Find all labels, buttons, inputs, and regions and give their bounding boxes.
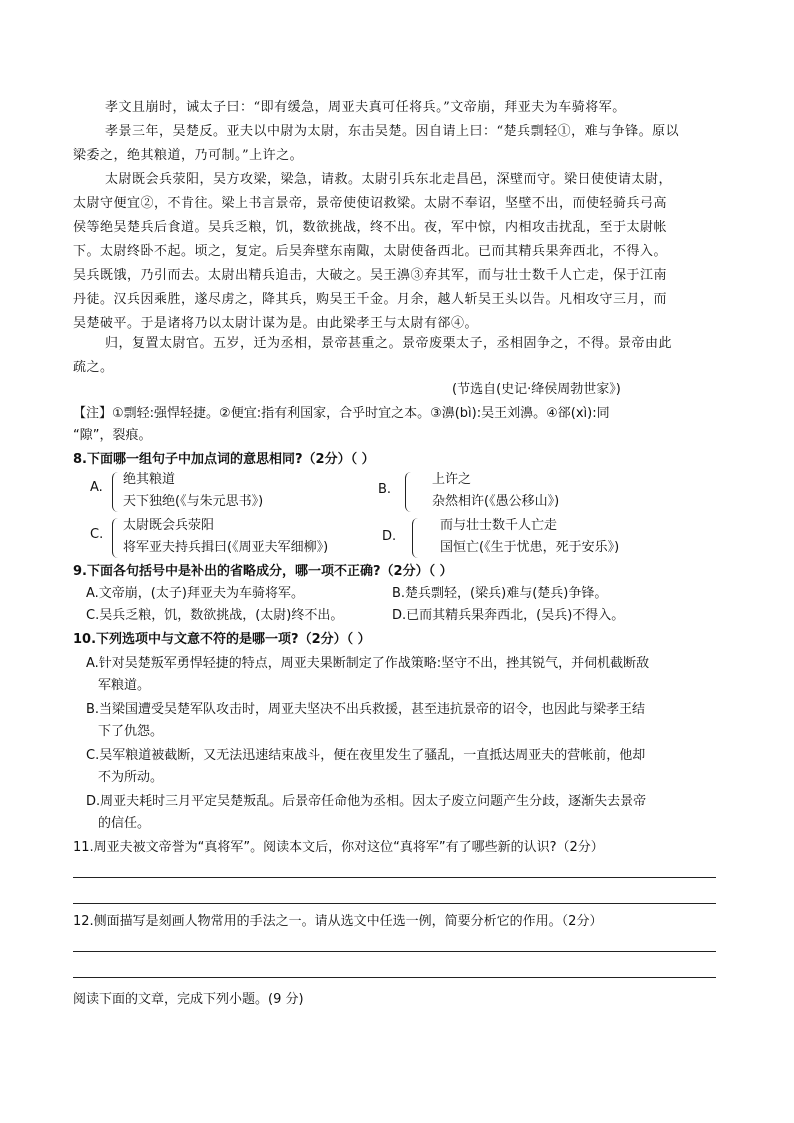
q12-stem: 12.侧面描写是刻画人物常用的手法之一。请从选文中任选一例，简要分析它的作用。（2分） <box>73 914 603 929</box>
q10-option-d-line-2: 的信任。 <box>98 816 151 831</box>
q8-option-d-sentence-2: 国恒亡(《生于忧患，死于安乐》) <box>440 540 620 555</box>
q8-stem: 8.下面哪一组句子中加点词的意思相同?（2分）（ ） <box>73 452 375 467</box>
passage-paragraph-3-line-5: 吴兵既饿，乃引而去。太尉出精兵追击，大破之。吴王濞③弃其军，而与壮士数千人亡走，保于江南 <box>73 268 668 283</box>
q10-option-b-line-2: 下了仇怨。 <box>98 724 164 739</box>
q9-option-b: B.楚兵剽轻，(梁兵)难与(楚兵)争锋。 <box>392 586 608 601</box>
q8-option-c-label: C. <box>90 527 104 542</box>
q10-option-c-line-2: 不为所动。 <box>98 770 164 785</box>
passage-paragraph-4-line-1: 归，复置太尉官。五岁，迁为丞相，景帝甚重之。景帝废栗太子，丞相固争之，不得。景帝由此 <box>105 336 673 351</box>
q8-option-a-brace <box>112 472 121 512</box>
passage-paragraph-2-line-1: 孝景三年，吴楚反。亚夫以中尉为太尉，东击吴楚。因自请上曰：“楚兵剽轻①，难与争锋。原以 <box>105 124 680 139</box>
passage-paragraph-3-line-6: 丹徒。汉兵因乘胜，遂尽虏之，降其兵，购吴王千金。月余，越人斩吴王头以告。凡相攻守三月，而 <box>73 292 668 307</box>
passage-paragraph-4-line-2: 疏之。 <box>73 360 114 375</box>
q12-answer-line-2[interactable] <box>73 977 716 978</box>
passage-paragraph-3-line-1: 太尉既会兵荥阳，吴方攻梁，梁急，请救。太尉引兵东北走昌邑，深壁而守。梁日使使请太尉， <box>105 172 673 187</box>
q10-option-c-line-1: C.吴军粮道被截断，又无法迅速结束战斗，便在夜里发生了骚乱，一直抵达周亚夫的营帐前，他却 <box>86 748 646 763</box>
q10-option-b-line-1: B.当梁国遭受吴楚军队攻击时，周亚夫坚决不出兵救援，甚至违抗景帝的诏令，也因此与梁孝王结 <box>86 702 646 717</box>
q10-stem: 10.下列选项中与文意不符的是哪一项?（2分）（ ） <box>73 632 371 647</box>
q8-option-a-sentence-1: 绝其粮道 <box>123 472 176 487</box>
q9-stem: 9.下面各句括号中是补出的省略成分，哪一项不正确?（2分）（ ） <box>73 564 453 579</box>
q8-option-a-sentence-2: 天下独绝(《与朱元思书》) <box>123 494 264 509</box>
passage-paragraph-2-line-2: 梁委之，绝其粮道，乃可制。”上许之。 <box>73 148 304 163</box>
q8-option-b-label: B. <box>378 482 392 497</box>
q8-option-c-brace <box>112 518 121 558</box>
q10-option-a-line-1: A.针对吴楚叛军勇悍轻捷的特点，周亚夫果断制定了作战策略:坚守不出，挫其锐气，并伺机截断敌 <box>86 656 650 671</box>
next-section-instruction: 阅读下面的文章，完成下列小题。(9 分) <box>73 992 304 1007</box>
passage-paragraph-3-line-7: 吴楚破平。于是诸将乃以太尉计谋为是。由此梁孝王与太尉有郤④。 <box>73 316 479 331</box>
q11-answer-line-1[interactable] <box>73 877 716 878</box>
q10-option-d-line-1: D.周亚夫耗时三月平定吴楚叛乱。后景帝任命他为丞相。因太子废立问题产生分歧，逐渐失去景帝 <box>86 794 647 809</box>
q9-option-d: D.已而其精兵果奔西北，(吴兵)不得入。 <box>392 608 625 623</box>
passage-paragraph-3-line-2: 太尉守便宜②，不肯往。梁上书言景帝，景帝使使诏救梁。太尉不奉诏，坚壁不出，而使轻骑兵弓高 <box>73 196 668 211</box>
q11-answer-line-2[interactable] <box>73 903 716 904</box>
q9-option-a: A.文帝崩，(太子)拜亚夫为车骑将军。 <box>86 586 304 601</box>
q8-option-b-sentence-1: 上许之 <box>432 472 472 487</box>
passage-paragraph-3-line-4: 下。太尉终卧不起。顷之，复定。后吴奔壁东南陬，太尉使备西北。已而其精兵果奔西北，不得入。 <box>73 244 668 259</box>
q8-option-d-label: D. <box>382 529 397 544</box>
q8-option-a-label: A. <box>90 480 103 495</box>
q8-option-c-sentence-2: 将军亚夫持兵揖曰(《周亚夫军细柳》) <box>123 540 329 555</box>
q9-option-c: C.吴兵乏粮，饥，数欲挑战，(太尉)终不出。 <box>86 608 344 623</box>
q10-option-a-line-2: 军粮道。 <box>98 678 151 693</box>
q8-option-c-sentence-1: 太尉既会兵荥阳 <box>123 518 215 533</box>
q8-option-d-brace <box>412 518 421 558</box>
q8-option-b-brace <box>405 472 414 512</box>
annotation-note-line-2: “隙”，裂痕。 <box>73 428 152 443</box>
source-citation: (节选自(史记·绛侯周勃世家》) <box>452 382 621 397</box>
q12-answer-line-1[interactable] <box>73 951 716 952</box>
q11-stem: 11.周亚夫被文帝誉为“真将军”。阅读本文后，你对这位“真将军”有了哪些新的认识?（2分） <box>73 840 604 855</box>
annotation-note-line-1: 【注】①剽轻:强悍轻捷。②便宜:指有利国家，合乎时宜之本。③濞(bì):吴王刘濞。④郤(xì):同 <box>73 406 610 421</box>
q8-option-d-sentence-1: 而与壮士数千人亡走 <box>440 518 558 533</box>
passage-paragraph-1: 孝文且崩时，诫太子曰：“即有缓急，周亚夫真可任将兵。”文帝崩，拜亚夫为车骑将军。 <box>105 100 626 115</box>
passage-paragraph-3-line-3: 侯等绝吴楚兵后食道。吴兵乏粮，饥，数欲挑战，终不出。夜，军中惊，内相攻击扰乱，至于太尉帐 <box>73 220 668 235</box>
q8-option-b-sentence-2: 杂然相许(《愚公移山》) <box>432 494 560 509</box>
